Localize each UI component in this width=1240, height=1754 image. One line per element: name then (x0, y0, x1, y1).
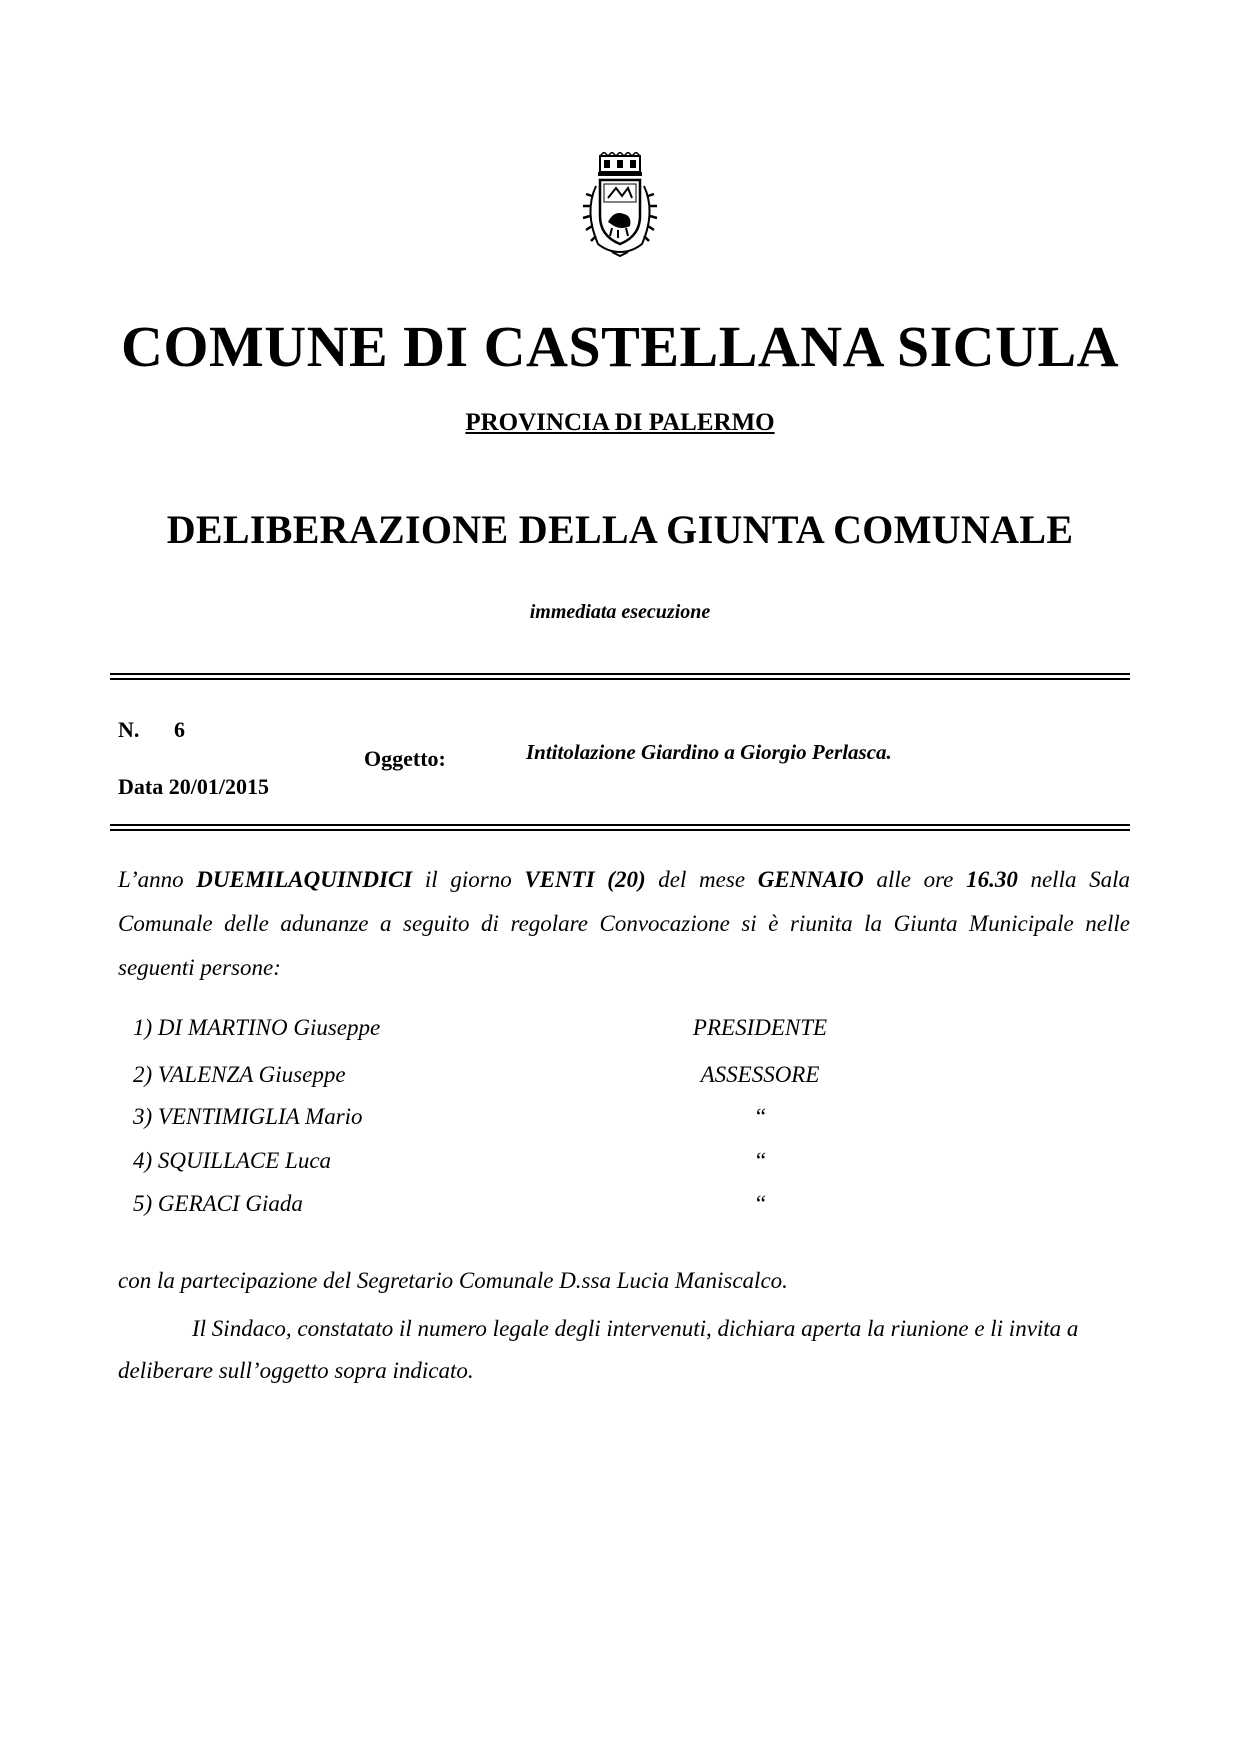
province-heading: PROVINCIA DI PALERMO (465, 409, 775, 436)
number-label: N. (118, 717, 140, 742)
execution-note: immediata esecuzione (529, 601, 711, 623)
member-name-4: 4) SQUILLACE Luca (133, 1148, 332, 1173)
number-value: 6 (174, 717, 185, 742)
municipality-title: COMUNE DI CASTELLANA SICULA (120, 314, 1120, 379)
member-role-4: “ (753, 1148, 767, 1173)
secretary-line: con la partecipazione del Segretario Comunale D.ssa Lucia Maniscalco. (118, 1268, 788, 1293)
mayor-statement: Il Sindaco, constatato il numero legale degli intervenuti, dichiara aperta la riunione e li invita a deliberare sull’oggetto sopra indicato. (118, 1316, 1079, 1383)
member-role-3: “ (753, 1104, 767, 1129)
member-role-2: ASSESSORE (700, 1062, 820, 1087)
member-role-1: PRESIDENTE (692, 1015, 828, 1040)
date-field: Data 20/01/2015 (118, 774, 269, 799)
member-role-5: “ (753, 1191, 767, 1216)
member-name-5: 5) GERACI Giada (133, 1191, 303, 1216)
member-name-2: 2) VALENZA Giuseppe (133, 1062, 346, 1087)
member-name-1: 1) DI MARTINO Giuseppe (133, 1015, 381, 1040)
member-name-3: 3) VENTIMIGLIA Mario (133, 1104, 363, 1129)
subject-text: Intitolazione Giardino a Giorgio Perlasca. (526, 740, 892, 764)
coat-of-arms-emblem (578, 152, 662, 258)
subject-label: Oggetto: (364, 746, 446, 771)
document-type-heading: DELIBERAZIONE DELLA GIUNTA COMUNALE (166, 507, 1074, 552)
meeting-intro-paragraph: L’anno DUEMILAQUINDICI il giorno VENTI (20) del mese GENNAIO alle ore 16.30 nella Sala Comunale delle adunanze a seguito di regolare Convocazione si è riunita la Giunta Municipale nelle seguenti persone: (118, 867, 1131, 980)
